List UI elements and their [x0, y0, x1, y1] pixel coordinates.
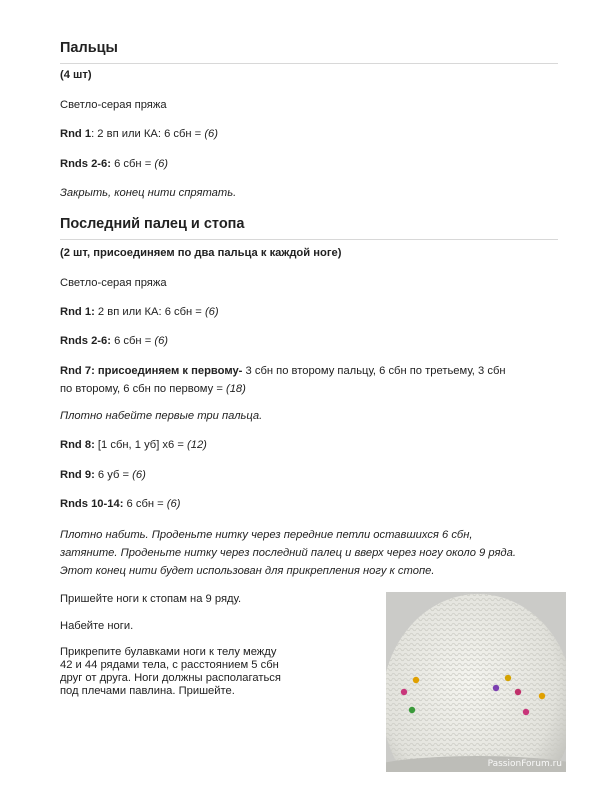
stitch-count: (6): [132, 469, 146, 481]
foot-rnds-10-14: [60, 496, 180, 512]
fingers-finish: Закрыть, конец нити спрятать.: [60, 187, 237, 199]
rnd-label: Rnd 8:: [60, 439, 95, 451]
rnd-label: Rnd 7: присоединяем к первому-: [60, 365, 243, 377]
rnd-label: Rnd 1:: [60, 306, 95, 318]
pin-head: [523, 709, 529, 715]
foot-closing-note-line3: Этот конец нити будет использован для прикрепления ногу к стопе.: [60, 565, 435, 577]
foot-rnd7-line2: [60, 381, 246, 397]
stuff-legs-text: Набейте ноги.: [60, 620, 134, 632]
stitch-count: (6): [204, 128, 219, 140]
pin-head: [409, 707, 415, 713]
attach-legs-line3: друг от друга. Ноги должны располагаться: [60, 672, 281, 684]
rnd-text: 6 сбн =: [123, 498, 167, 510]
pin-head: [413, 677, 419, 683]
rnd-text: 2 вп или КА: 6 сбн =: [94, 306, 205, 318]
fingers-quantity: (4 шт): [60, 69, 92, 81]
stitch-count: (6): [154, 158, 169, 170]
foot-quantity: (2 шт, присоединяем по два пальца к каждой ноге): [60, 247, 342, 259]
stitch-count: (6): [154, 335, 169, 347]
foot-stuff-note: Плотно набейте первые три пальца.: [60, 410, 263, 422]
foot-yarn: Светло-серая пряжа: [60, 277, 167, 289]
foot-rnds-2-6: [60, 333, 168, 349]
rnd-text: 6 сбн =: [110, 158, 155, 170]
section-title-fingers: Пальцы: [60, 40, 558, 64]
rnd-label: Rnd 9:: [60, 469, 95, 481]
rnd-text: [1 сбн, 1 уб] x6 =: [94, 439, 187, 451]
pin-head: [493, 685, 499, 691]
foot-closing-note-line1: Плотно набить. Проденьте нитку через передние петли оставшихся 6 сбн,: [60, 529, 473, 541]
foot-closing-note-line2: затяните. Проденьте нитку через последний палец и вверх через ногу около 9 ряда.: [60, 547, 516, 559]
stitch-count: (6): [166, 498, 181, 510]
pin-head: [515, 689, 521, 695]
rnd-label: Rnds 2-6:: [60, 335, 111, 347]
foot-rnd9: [60, 467, 146, 483]
fingers-yarn: Светло-серая пряжа: [60, 99, 167, 111]
rnd-text: по второму, 6 сбн по первому =: [60, 383, 226, 395]
rnd-label: Rnd 1: [60, 128, 92, 140]
pin-head: [401, 689, 407, 695]
watermark: PassionForum.ru: [487, 759, 562, 769]
stitch-count: (12): [187, 439, 207, 451]
fingers-rnds-2-6: [60, 156, 168, 172]
rnd-label: Rnds 2-6:: [60, 158, 111, 170]
foot-rnd8: [60, 437, 207, 453]
foot-rnd7-line1: [60, 363, 506, 379]
rnd-text: 6 уб =: [94, 469, 133, 481]
attach-legs-line1: Прикрепите булавками ноги к телу между: [60, 646, 277, 658]
rnd-text: : 2 вп или КА: 6 сбн =: [91, 128, 205, 140]
sew-legs-text: Пришейте ноги к стопам на 9 ряду.: [60, 593, 242, 605]
stitch-count: (18): [225, 383, 246, 395]
crochet-body-photo: [386, 592, 566, 772]
rnd-text: 6 сбн =: [110, 335, 155, 347]
pin-head: [505, 675, 511, 681]
stitch-count: (6): [204, 306, 219, 318]
pin-head: [539, 693, 545, 699]
rnd-text: 3 сбн по второму пальцу, 6 сбн по третьему, 3 сбн: [242, 365, 506, 377]
foot-rnd1: [60, 304, 219, 320]
crochet-body-illustration: [386, 592, 566, 772]
attach-legs-line2: 42 и 44 рядами тела, с расстоянием 5 сбн: [60, 659, 279, 671]
attach-legs-line4: под плечами павлина. Пришейте.: [60, 685, 235, 697]
fingers-rnd1: [60, 126, 218, 142]
rnd-label: Rnds 10-14:: [60, 498, 124, 510]
section-title-last-finger-foot: Последний палец и стопа: [60, 216, 558, 240]
